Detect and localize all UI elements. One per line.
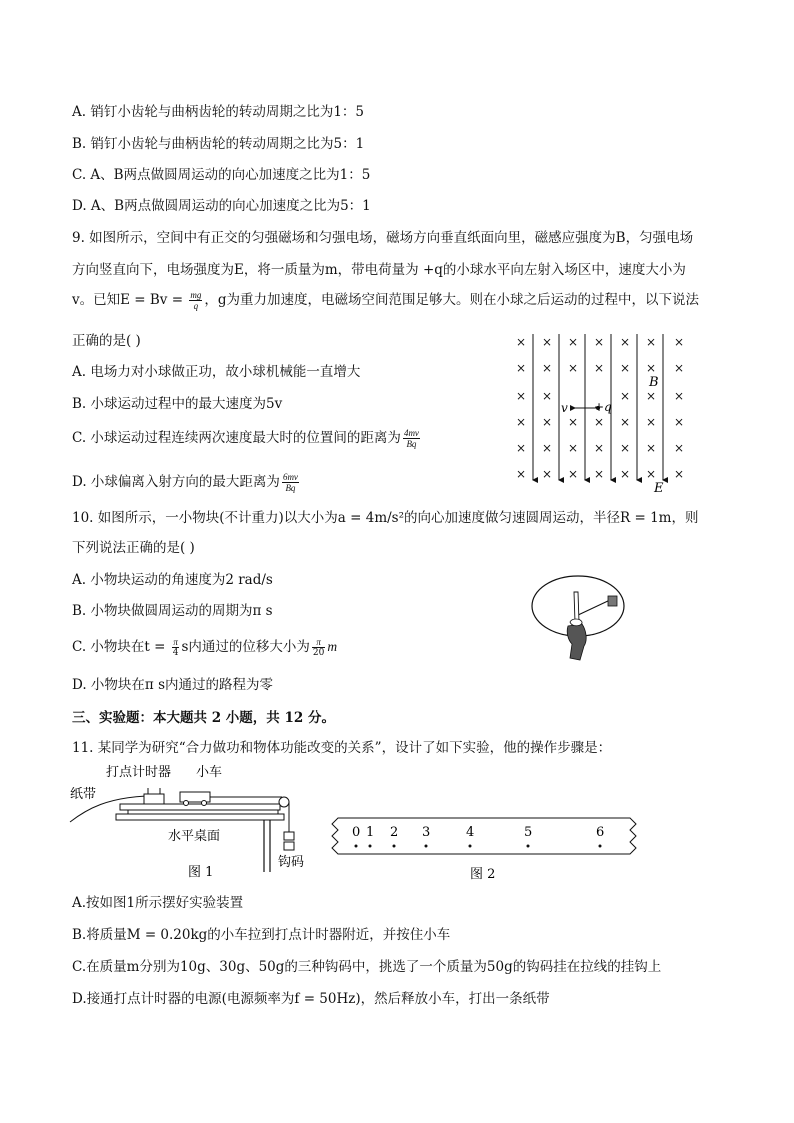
q10-option-d: D. 小物块在π s内通过的路程为零: [72, 677, 274, 693]
tape-label: 纸带: [70, 787, 97, 802]
b-field-cross: ×: [568, 467, 579, 481]
b-field-cross: ×: [674, 361, 685, 375]
b-field-cross: ×: [516, 415, 527, 429]
b-field-cross: ×: [542, 441, 553, 455]
q8-option-b: B. 销钉小齿轮与曲柄齿轮的转动周期之比为5：1: [72, 136, 365, 152]
q8-option-d: D. A、B两点做圆周运动的向心加速度之比为5：1: [72, 198, 371, 214]
figure-2-caption: 图 2: [470, 867, 496, 882]
q11-step-d: D.接通打点计时器的电源(电源频率为f = 50Hz)，然后释放小车，打出一条纸带: [72, 991, 550, 1007]
string-line: [576, 600, 610, 616]
b-field-cross: ×: [620, 415, 631, 429]
section-3-heading: 三、实验题：本大题共 2 小题，共 12 分。: [72, 710, 335, 726]
table-top: [116, 814, 284, 820]
velocity-label: v: [561, 401, 568, 415]
q9-stem-line2: 方向竖直向下，电场强度为E，将一质量为m，带电荷量为 +q的小球水平向左射入场区中，速度大小为: [72, 262, 686, 278]
b-field-cross: ×: [542, 361, 553, 375]
b-field-cross: ×: [516, 389, 527, 403]
q10-fraction-pi-20: $\frac{\pi}{20}$: [312, 637, 325, 658]
q10-circular-motion-figure: [528, 570, 628, 670]
b-field-cross: ×: [516, 467, 527, 481]
tape-point-label: 6: [596, 825, 605, 840]
b-field-cross: ×: [594, 415, 605, 429]
q10-option-a: A. 小物块运动的角速度为2 rad/s: [72, 572, 273, 588]
q9-stem-line3: v。已知E = Bv = $\frac{mg}{q}$ ，g为重力加速度，电磁场空间范围足够大。则在小球之后运动的过程中，以下说法: [72, 290, 699, 311]
b-field-cross: ×: [620, 335, 631, 349]
tape-dot: [425, 845, 428, 848]
car-label: 小车: [196, 765, 223, 780]
tape-point-label: 5: [524, 825, 533, 840]
b-field-cross: ×: [568, 335, 579, 349]
b-field-cross: ×: [674, 441, 685, 455]
q10-stem-line1: 10. 如图所示，一小物块(不计重力)以大小为a = 4m/s²的向心加速度做匀速圆周运动，半径R = 1m，则: [72, 510, 699, 526]
table-label: 水平桌面: [168, 829, 221, 844]
b-field-cross: ×: [620, 361, 631, 375]
b-field-cross: ×: [620, 389, 631, 403]
tape-dot: [393, 845, 396, 848]
q9-option-d: D. 小球偏离入射方向的最大距离为 $\frac{6mv}{Bq}$: [72, 472, 298, 493]
b-field-cross: ×: [568, 441, 579, 455]
b-field-cross: ×: [594, 361, 605, 375]
timer-label: 打点计时器: [106, 765, 172, 780]
q9-option-a: A. 电场力对小球做正功，故小球机械能一直增大: [72, 364, 361, 380]
tape-point-label: 1: [366, 825, 375, 840]
q10-stem-line2: 下列说法正确的是( ): [72, 540, 195, 556]
timer-icon: [144, 794, 164, 804]
board: [120, 804, 280, 810]
tape-dot: [527, 845, 530, 848]
b-field-cross: ×: [516, 335, 527, 349]
b-field-cross: ×: [620, 441, 631, 455]
b-field-cross: ×: [646, 441, 657, 455]
pulley-icon: [279, 797, 289, 807]
e-field-label: E: [654, 481, 664, 495]
b-field-cross: ×: [594, 467, 605, 481]
b-field-cross: ×: [594, 441, 605, 455]
tape-dot: [355, 845, 358, 848]
q9-field-diagram: [506, 330, 706, 495]
weight-label: 钩码: [278, 855, 305, 870]
charge-label: +q: [594, 400, 612, 414]
b-field-cross: ×: [542, 415, 553, 429]
b-field-cross: ×: [674, 415, 685, 429]
b-field-cross: ×: [646, 389, 657, 403]
b-field-cross: ×: [620, 467, 631, 481]
figure-1-caption: 图 1: [188, 865, 214, 880]
b-field-cross: ×: [646, 467, 657, 481]
q9-stem-line1: 9. 如图所示，空间中有正交的匀强磁场和匀强电场，磁场方向垂直纸面向里，磁感应强度为B，匀强电场: [72, 230, 694, 246]
q10-option-c: C. 小物块在t = $\frac{\pi}{4}$ s内通过的位移大小为 $\frac{\pi}{20}$ m: [72, 637, 338, 658]
b-field-cross: ×: [674, 467, 685, 481]
block-icon: [608, 596, 617, 606]
tape-outline: [332, 818, 636, 854]
b-field-cross: ×: [542, 335, 553, 349]
q9-stem-line4: 正确的是( ): [72, 333, 141, 349]
b-field-cross: ×: [568, 415, 579, 429]
tape-dot: [469, 845, 472, 848]
q11-figure-2-tape: [330, 810, 646, 882]
b-field-cross: ×: [646, 361, 657, 375]
tape-point-label: 3: [422, 825, 431, 840]
b-field-cross: ×: [516, 361, 527, 375]
b-field-cross: ×: [542, 389, 553, 403]
q11-step-c: C.在质量m分别为10g、30g、50g的三种钩码中，挑选了一个质量为50g的钩码挂在拉线的挂钩上: [72, 959, 662, 975]
tape-point-label: 0: [352, 825, 361, 840]
b-field-cross: ×: [674, 389, 685, 403]
weight-icon: [284, 832, 294, 840]
b-field-cross: ×: [568, 361, 579, 375]
q11-figure-1-apparatus: [68, 762, 318, 880]
b-field-cross: ×: [646, 415, 657, 429]
q9-fraction-4mv-bq: $\frac{4mv}{Bq}$: [403, 428, 419, 449]
q9-fraction-mg-q: $\frac{mg}{q}$: [190, 290, 202, 311]
b-field-cross: ×: [594, 335, 605, 349]
b-field-label: B: [649, 375, 659, 390]
b-field-cross: ×: [516, 441, 527, 455]
b-field-cross: ×: [542, 467, 553, 481]
q9-fraction-6mv-bq: $\frac{6mv}{Bq}$: [282, 472, 298, 493]
q11-step-a: A.按如图1所示摆好实验装置: [72, 895, 244, 911]
q8-option-c: C. A、B两点做圆周运动的向心加速度之比为1：5: [72, 167, 371, 183]
q11-stem-line1: 11. 某同学为研究“合力做功和物体功能改变的关系”，设计了如下实验，他的操作步骤是：: [72, 740, 612, 756]
tape-dot: [599, 845, 602, 848]
tape-point-label: 2: [390, 825, 399, 840]
q10-fraction-pi-4: $\frac{\pi}{4}$: [172, 637, 179, 658]
rod-icon: [574, 592, 579, 622]
q11-step-b: B.将质量M = 0.20kg的小车拉到打点计时器附近，并按住小车: [72, 927, 451, 943]
q9-option-c: C. 小球运动过程连续两次速度最大时的位置间的距离为 $\frac{4mv}{Bq}$: [72, 428, 419, 449]
tape-point-label: 4: [466, 825, 475, 840]
hand-icon: [567, 624, 586, 660]
tape-dot: [369, 845, 372, 848]
q10-option-b: B. 小物块做圆周运动的周期为π s: [72, 603, 273, 619]
q9-option-b: B. 小球运动过程中的最大速度为5v: [72, 396, 283, 412]
q8-option-a: A. 销钉小齿轮与曲柄齿轮的转动周期之比为1：5: [72, 104, 365, 120]
b-field-cross: ×: [646, 335, 657, 349]
b-field-cross: ×: [674, 335, 685, 349]
